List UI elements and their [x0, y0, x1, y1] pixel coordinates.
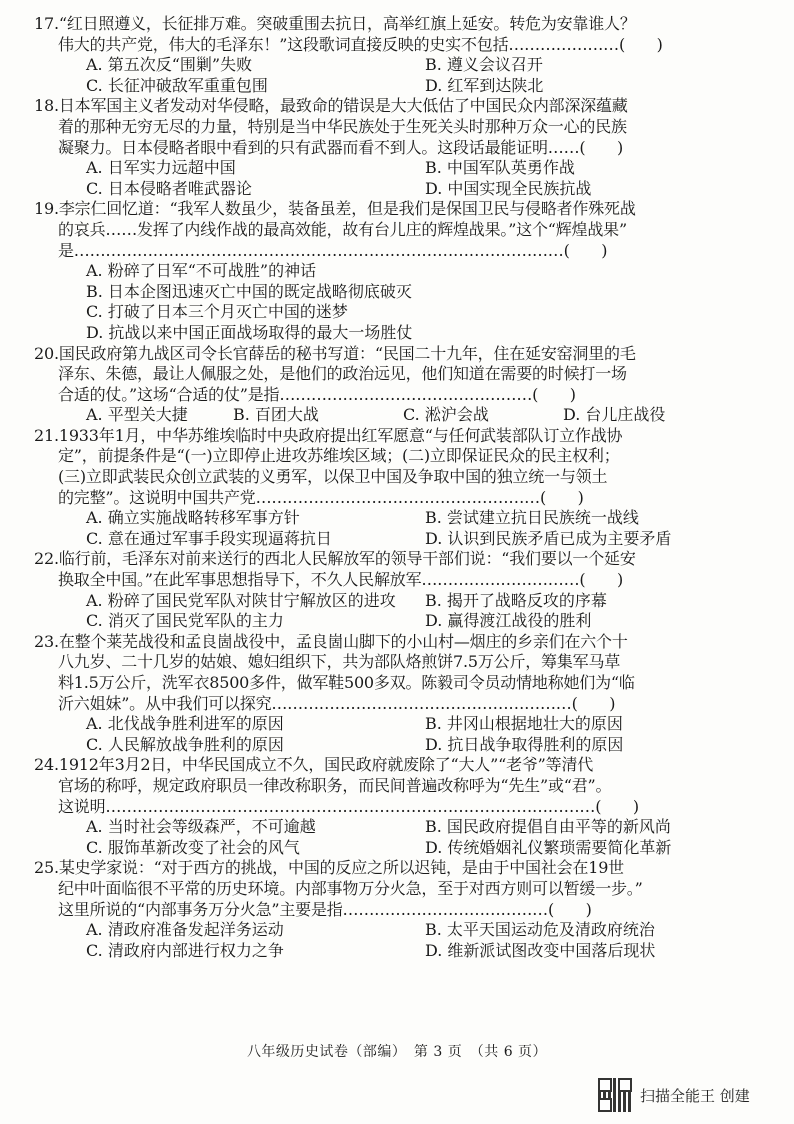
- answer-option: B. 井冈山根据地壮大的原因: [425, 714, 623, 734]
- answer-option: C. 服饰革新改变了社会的风气: [86, 837, 300, 857]
- option-row: [58, 302, 748, 323]
- option-row: [58, 76, 748, 97]
- question-stem-first-line: 22.临行前，毛泽东对前来送行的西北人民解放军的领导干部们说：“我们要以一个延安: [34, 549, 636, 569]
- question-stem-line: 纪中叶面临很不平常的历史环境。内部事物万分火急，至于对西方则可以暂缓一步。”: [58, 878, 643, 898]
- option-row: [58, 735, 748, 756]
- answer-option: D. 抗日战争取得胜利的原因: [425, 734, 624, 754]
- option-row: [58, 508, 748, 529]
- watermark-text: 扫描全能王 创建: [640, 1086, 750, 1105]
- question-block: [34, 199, 748, 343]
- page-footer: 八年级历史试卷（部编） 第 3 页 （共 6 页）: [246, 1044, 548, 1060]
- answer-option: B. 中国军队英勇作战: [425, 158, 575, 178]
- answer-option: D. 认识到民族矛盾已成为主要矛盾: [425, 528, 672, 548]
- question-block: [34, 425, 748, 550]
- option-row: [58, 261, 748, 282]
- question-stem-line: (三)立即武装民众创立武装的义勇军，以保卫中国及争取中国的独立统一与领土: [58, 467, 608, 487]
- question-block: [34, 549, 748, 631]
- answer-option: A. 平型关大捷: [86, 405, 188, 425]
- scanner-watermark: [598, 1078, 750, 1112]
- answer-option: B. 日本企图迅速灭亡中国的既定战略彻底破灭: [86, 281, 412, 301]
- question-stem-first-line: 18.日本军国主义者发动对华侵略，最致命的错误是大大低估了中国民众内部深深蕴藏: [34, 96, 628, 116]
- question-block: [34, 858, 748, 961]
- answer-option: C. 消灭了国民党军队的主力: [86, 611, 284, 631]
- answer-option: D. 中国实现全民族抗战: [425, 178, 592, 198]
- option-row: [58, 55, 748, 76]
- answer-option: C. 日本侵略者唯武器论: [86, 178, 252, 198]
- question-stem-line: 沂六姐妹”。从中我们可以探究…………………………………………………( ): [58, 693, 616, 713]
- question-stem-first-line: 17.“红日照遵义，长征排万难。突破重围去抗日，高举红旗上延安。转危为安靠谁人？: [34, 14, 636, 33]
- question-stem-line: 八九岁、二十几岁的姑娘、媳妇组织下，共为部队烙煎饼7.5万公斤，筹集军马草: [58, 652, 621, 672]
- answer-option: A. 日军实力远超中国: [86, 158, 236, 178]
- answer-option: A. 粉碎了国民党军队对陕甘宁解放区的进攻: [86, 590, 396, 610]
- answer-option: C. 意在通过军事手段实现逼蒋抗日: [86, 528, 332, 548]
- option-row: [58, 920, 748, 941]
- answer-option: B. 百团大战: [233, 405, 319, 425]
- question-stem-line: 这说明…………………………………………………………………………………( ): [58, 796, 639, 816]
- answer-option: C. 清政府内部进行权力之争: [86, 940, 284, 960]
- question-stem-line: 官场的称呼，规定政府职员一律改称职务，而民间普遍改称呼为“先生”或“君”。: [58, 775, 612, 795]
- answer-option: D. 红军到达陕北: [425, 75, 544, 95]
- question-block: [34, 14, 748, 96]
- question-stem-line: 定”，前提条件是“(一)立即停止进攻苏维埃区域；(二)立即保证民众的民主权利；: [58, 446, 620, 466]
- answer-option: C. 人民解放战争胜利的原因: [86, 734, 284, 754]
- question-stem-first-line: 24.1912年3月2日，中华民国成立不久，国民政府就废除了“大人”“老爷”等清代: [34, 755, 594, 775]
- answer-option: D. 台儿庄战役: [563, 405, 666, 425]
- question-stem-line: 合适的仗。”这场“合适的仗”是指…………………………………………( ): [58, 384, 576, 404]
- question-stem-first-line: 21.1933年1月，中华苏维埃临时中央政府提出红军愿意“与任何武装部队订立作战协: [34, 425, 623, 445]
- option-row: [58, 158, 748, 179]
- question-list: [34, 14, 748, 961]
- option-row: [58, 405, 748, 426]
- question-stem-line: 是…………………………………………………………………………………( ): [58, 240, 608, 260]
- answer-option: A. 北伐战争胜利进军的原因: [86, 714, 284, 734]
- answer-option: B. 尝试建立抗日民族统一战线: [425, 508, 639, 528]
- option-row: [58, 941, 748, 962]
- answer-option: B. 遵义会议召开: [425, 55, 543, 75]
- answer-option: C. 长征冲破敌军重重包围: [86, 75, 268, 95]
- question-stem-line: 的完整”。这说明中国共产党………………………………………………( ): [58, 487, 584, 507]
- question-stem-line: 凝聚力。日本侵略者眼中看到的只有武器而看不到人。这段话最能证明……( ): [58, 137, 624, 157]
- answer-option: C. 淞沪会战: [403, 405, 489, 425]
- answer-option: A. 粉碎了日军“不可战胜”的神话: [86, 261, 317, 281]
- answer-option: B. 太平天国运动危及清政府统治: [425, 920, 655, 940]
- question-stem-line: 料1.5万公斤，洗军衣8500多件，做军鞋500多双。陈毅司令员动情地称她们为“临: [58, 673, 635, 692]
- question-stem-line: 伟大的共产党，伟大的毛泽东！”这段歌词直接反映的史实不包括…………………( ): [58, 34, 663, 54]
- answer-option: B. 国民政府提倡自由平等的新风尚: [425, 817, 671, 837]
- option-row: [58, 838, 748, 859]
- answer-option: D. 传统婚姻礼仪繁琐需要简化革新: [425, 837, 672, 857]
- question-stem-line: 着的那种无穷无尽的力量，特别是当中华民族处于生死关头时那种万众一心的民族: [58, 116, 627, 136]
- question-block: [34, 755, 748, 858]
- answer-option: D. 维新派试图改变中国落后现状: [425, 940, 656, 960]
- question-block: [34, 631, 748, 756]
- question-stem-first-line: 23.在整个莱芜战役和孟良崮战役中，孟良崮山脚下的小山村—烟庄的乡亲们在六个十: [34, 631, 628, 651]
- answer-option: A. 确立实施战略转移军事方针: [86, 508, 300, 528]
- answer-option: A. 当时社会等级森严，不可逾越: [86, 817, 316, 837]
- answer-option: B. 揭开了战略反攻的序幕: [425, 590, 607, 610]
- question-stem-line: 泽东、朱德，最让人佩服之处，是他们的政治远见，他们知道在需要的时候打一场: [58, 364, 627, 384]
- question-stem-first-line: 25.某史学家说：“对于西方的挑战，中国的反应之所以迟钝，是由于中国社会在19世: [34, 858, 624, 878]
- option-row: [58, 179, 748, 200]
- answer-option: D. 赢得渡江战役的胜利: [425, 611, 592, 631]
- option-row: [58, 817, 748, 838]
- option-row: [58, 591, 748, 612]
- option-row: [58, 714, 748, 735]
- question-stem-line: 这里所说的“内部事务万分火急”主要是指…………………………………( ): [58, 899, 592, 919]
- question-stem-first-line: 19.李宗仁回忆道：“我军人数虽少，装备虽差，但是我们是保国卫民与侵略者作殊死战: [34, 199, 636, 219]
- answer-option: C. 打破了日本三个月灭亡中国的迷梦: [86, 302, 348, 322]
- answer-option: D. 抗战以来中国正面战场取得的最大一场胜仗: [86, 322, 413, 342]
- question-block: [34, 343, 748, 426]
- question-stem-first-line: 20.国民政府第九战区司令长官薛岳的秘书写道：“民国二十九年，住在延安窑洞里的毛: [34, 343, 636, 363]
- option-row: [58, 323, 748, 344]
- question-stem-line: 换取全中国。”在此军事思想指导下，不久人民解放军…………………………( ): [58, 570, 624, 590]
- option-row: [58, 282, 748, 303]
- question-stem-line: 的哀兵……发挥了内线作战的最高效能，故有台儿庄的辉煌战果。”这个“辉煌战果”: [58, 219, 627, 239]
- answer-option: A. 第五次反“围剿”失败: [86, 55, 253, 75]
- qr-code-icon: [598, 1078, 632, 1112]
- answer-option: A. 清政府准备发起洋务运动: [86, 920, 284, 940]
- question-block: [34, 96, 748, 199]
- option-row: [58, 529, 748, 550]
- option-row: [58, 611, 748, 632]
